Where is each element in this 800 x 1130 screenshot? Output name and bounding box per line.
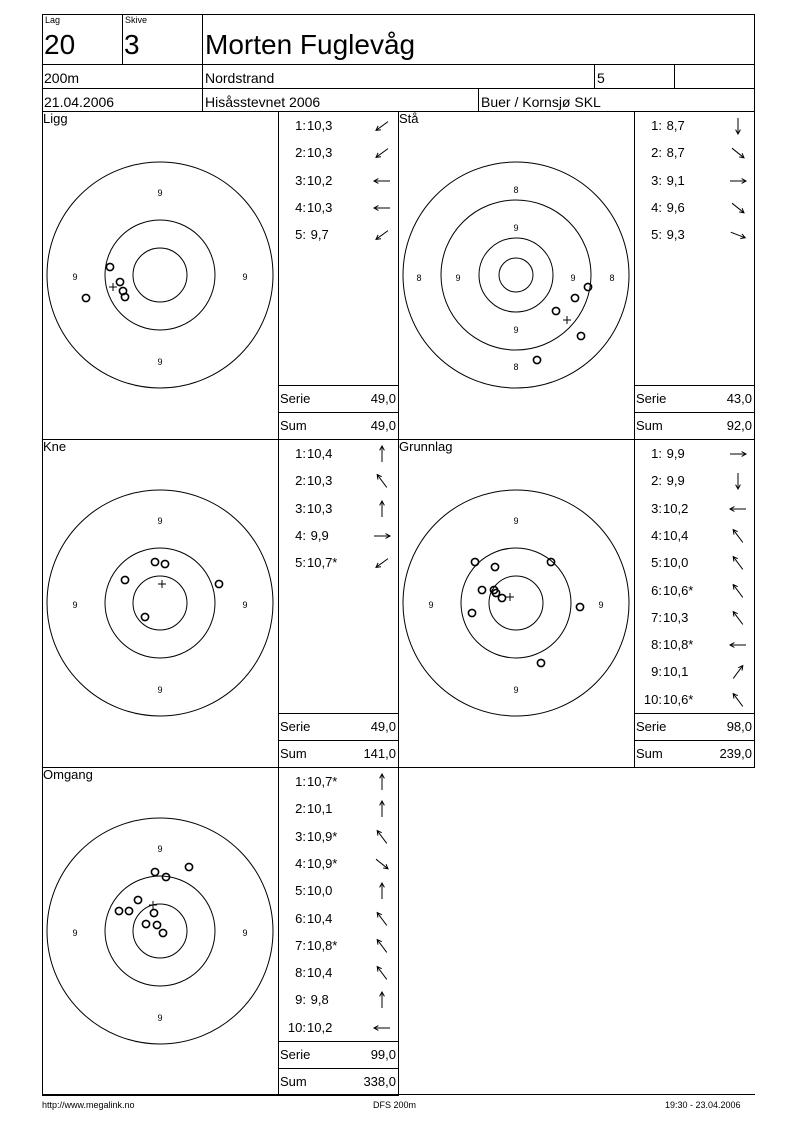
sum-value: 141,0 — [363, 746, 396, 761]
shot-row — [634, 638, 754, 654]
shot-number: 6: — [651, 582, 662, 598]
direction-up-left-icon — [371, 828, 393, 846]
shot-value: 8,7 — [663, 145, 685, 161]
direction-up-left-icon — [727, 527, 749, 545]
shot-hole — [576, 603, 583, 610]
shot-value: 10,8* — [307, 937, 338, 953]
shot-hole — [151, 558, 158, 565]
lag-label: Lag — [45, 15, 61, 25]
group-center-cross — [149, 901, 157, 909]
ring-label: 9 — [72, 272, 78, 282]
shot-row — [634, 146, 754, 162]
direction-up-icon — [371, 773, 393, 791]
direction-right-icon — [727, 445, 749, 463]
shot-row — [278, 119, 398, 135]
direction-up-left-icon — [371, 937, 393, 955]
ring-label: 9 — [570, 273, 576, 283]
serie-value: 99,0 — [370, 1047, 396, 1062]
shooter-name: Morten Fuglevåg — [205, 29, 416, 60]
sum-label: Sum — [280, 418, 307, 433]
shot-row — [278, 447, 398, 463]
group-center-cross — [563, 316, 571, 324]
shot-row — [278, 830, 398, 846]
sum-line — [278, 740, 398, 741]
shot-value: 10,3 — [307, 199, 333, 215]
klasse: 5 — [597, 70, 605, 86]
shot-row — [634, 529, 754, 545]
shot-value: 10,3 — [307, 500, 333, 516]
shot-row — [278, 912, 398, 928]
shot-value: 10,7* — [307, 774, 338, 789]
shot-hole — [471, 558, 478, 565]
shot-value: 10,3 — [307, 473, 333, 489]
header-line-2 — [42, 88, 755, 89]
direction-up-left-icon — [727, 691, 749, 709]
shot-number: 3: — [651, 172, 662, 188]
shot-number: 1: — [651, 118, 662, 133]
shot-value: 10,8* — [663, 637, 694, 653]
shot-row — [278, 201, 398, 217]
target-ring — [403, 162, 629, 388]
panel-right-line — [754, 111, 755, 439]
shot-row — [634, 665, 754, 681]
header-vline-lag — [122, 14, 123, 65]
shot-row — [278, 228, 398, 244]
club: Nordstrand — [205, 70, 275, 86]
shot-value: 9,9 — [663, 446, 685, 461]
shot-number: 2: — [651, 473, 662, 489]
shot-hole — [159, 929, 166, 936]
shot-hole — [142, 920, 149, 927]
shot-row — [278, 556, 398, 572]
target-ring — [479, 238, 553, 312]
sum-value: 239,0 — [719, 746, 752, 761]
shot-number: 7: — [295, 937, 306, 953]
shot-row — [634, 447, 754, 463]
serie-line — [278, 713, 398, 714]
shot-row — [278, 146, 398, 162]
shot-value: 10,1 — [307, 801, 333, 817]
panel-top-line — [42, 439, 398, 440]
ring-label: 9 — [513, 325, 519, 335]
serie-value: 98,0 — [726, 719, 752, 734]
header-vline-klasse2 — [674, 64, 675, 88]
serie-value: 49,0 — [370, 719, 396, 734]
target-ring — [133, 248, 187, 302]
direction-left-icon — [371, 172, 393, 190]
shot-hole — [533, 356, 540, 363]
shot-number: 4: — [651, 527, 662, 543]
shot-value: 10,2 — [307, 172, 333, 188]
direction-down-left-icon — [371, 117, 393, 135]
shot-number: 8: — [295, 965, 306, 981]
direction-left-icon — [727, 500, 749, 518]
direction-up-icon — [371, 445, 393, 463]
shot-value: 9,7 — [307, 227, 329, 243]
shot-row — [634, 228, 754, 244]
serie-label: Serie — [636, 719, 667, 734]
group-center-cross — [506, 593, 514, 601]
serie-label: Serie — [280, 391, 311, 406]
shot-row — [634, 502, 754, 518]
shot-row — [278, 1021, 398, 1037]
direction-down-left-icon — [371, 226, 393, 244]
direction-right-down-icon — [727, 226, 749, 244]
shot-hole — [150, 909, 157, 916]
panel-name-ligg: Ligg — [43, 111, 68, 126]
shot-number: 3: — [295, 172, 306, 188]
ring-label: 9 — [72, 928, 78, 938]
target-omgang — [40, 811, 280, 1051]
shot-number: 4: — [295, 527, 306, 543]
shot-hole — [491, 563, 498, 570]
shot-row — [278, 775, 398, 791]
shot-number: 5: — [295, 227, 306, 243]
shot-number: 7: — [651, 609, 662, 625]
shot-value: 8,7 — [663, 118, 685, 133]
direction-down-right-icon — [727, 144, 749, 162]
shot-number: 2: — [295, 145, 306, 161]
panel-right-line — [754, 439, 755, 767]
shot-number: 3: — [295, 500, 306, 516]
ring-label: 9 — [513, 516, 519, 526]
ring-label: 9 — [72, 600, 78, 610]
distance: 200m — [44, 70, 80, 86]
shot-value: 9,3 — [663, 227, 685, 243]
sum-value: 49,0 — [370, 418, 396, 433]
direction-up-left-icon — [727, 582, 749, 600]
ring-label: 8 — [513, 362, 519, 372]
ring-label: 9 — [242, 272, 248, 282]
shot-number: 2: — [295, 473, 306, 489]
serie-line — [634, 713, 754, 714]
ring-label: 9 — [157, 844, 163, 854]
shot-hole — [151, 868, 158, 875]
shot-value: 9,9 — [663, 473, 685, 489]
direction-up-icon — [371, 500, 393, 518]
serie-value: 43,0 — [726, 391, 752, 406]
panel-name-omgang: Omgang — [43, 767, 93, 782]
shot-row — [278, 939, 398, 955]
shot-value: 10,3 — [307, 118, 333, 133]
shot-value: 10,6* — [663, 582, 694, 598]
shot-row — [278, 857, 398, 873]
panel-name-kne: Kne — [43, 439, 67, 454]
direction-left-icon — [371, 199, 393, 217]
shot-value: 10,7* — [307, 555, 338, 571]
shot-number: 1: — [295, 774, 306, 789]
shot-value: 9,1 — [663, 172, 685, 188]
header-vline-location — [478, 88, 479, 112]
shot-row — [634, 119, 754, 135]
target-st — [396, 155, 636, 395]
shot-value: 10,4 — [663, 527, 689, 543]
target-ring — [105, 548, 215, 658]
footer-url[interactable]: http://www.megalink.no — [42, 1100, 135, 1110]
shot-value: 9,6 — [663, 199, 685, 215]
shot-value: 9,9 — [307, 527, 329, 543]
shot-hole — [125, 907, 132, 914]
direction-up-left-icon — [727, 554, 749, 572]
group-center-cross — [158, 580, 166, 588]
ring-label: 8 — [416, 273, 422, 283]
shot-row — [278, 993, 398, 1009]
shot-value: 10,4 — [307, 910, 333, 926]
sum-label: Sum — [280, 746, 307, 761]
shot-hole — [153, 921, 160, 928]
panel-bottom-line — [42, 1095, 399, 1096]
panel-top-line — [398, 111, 754, 112]
panel-top-line — [42, 111, 398, 112]
shot-hole — [115, 907, 122, 914]
ring-label: 9 — [157, 516, 163, 526]
sum-line — [278, 1068, 398, 1069]
shot-hole — [571, 294, 578, 301]
target-ring — [499, 258, 533, 292]
serie-label: Serie — [280, 719, 311, 734]
location: Buer / Kornsjø SKL — [481, 94, 601, 110]
date: 21.04.2006 — [44, 94, 115, 110]
shot-row — [634, 174, 754, 190]
skive-value: 3 — [124, 29, 140, 60]
shot-row — [278, 802, 398, 818]
shot-number: 5: — [651, 227, 662, 243]
shot-value: 10,2 — [307, 1019, 333, 1035]
ring-label: 9 — [157, 188, 163, 198]
shot-value: 10,3 — [663, 609, 689, 625]
shot-number: 1: — [295, 118, 306, 133]
shot-hole — [537, 659, 544, 666]
sum-value: 92,0 — [726, 418, 752, 433]
serie-line — [278, 1041, 398, 1042]
shot-hole — [185, 863, 192, 870]
sum-line — [634, 412, 754, 413]
target-ring — [105, 220, 215, 330]
panel-bottom-line — [398, 767, 755, 768]
ring-label: 9 — [598, 600, 604, 610]
direction-up-left-icon — [371, 964, 393, 982]
shot-hole — [498, 594, 505, 601]
shot-row — [278, 502, 398, 518]
serie-label: Serie — [280, 1047, 311, 1062]
shot-value: 10,4 — [307, 446, 333, 461]
shot-number: 10: — [287, 1019, 306, 1035]
lag-value: 20 — [44, 29, 76, 60]
ring-label: 8 — [609, 273, 615, 283]
shot-number: 2: — [295, 801, 306, 817]
shot-hole — [552, 307, 559, 314]
shot-number: 10: — [643, 691, 662, 707]
ring-label: 9 — [455, 273, 461, 283]
ring-label: 9 — [513, 223, 519, 233]
shot-row — [278, 474, 398, 490]
sum-line — [278, 412, 398, 413]
target-ligg — [40, 155, 280, 395]
ring-label: 9 — [157, 685, 163, 695]
shot-number: 4: — [651, 199, 662, 215]
ring-label: 9 — [513, 685, 519, 695]
ring-label: 9 — [157, 1013, 163, 1023]
border-top — [42, 14, 755, 15]
panel-top-line — [42, 767, 398, 768]
serie-value: 49,0 — [370, 391, 396, 406]
shot-row — [278, 966, 398, 982]
direction-right-icon — [371, 527, 393, 545]
target-kne — [40, 483, 280, 723]
shot-value: 10,2 — [663, 500, 689, 516]
shot-number: 3: — [295, 828, 306, 844]
shot-row — [278, 884, 398, 900]
direction-up-right-icon — [727, 663, 749, 681]
shot-hole — [106, 263, 113, 270]
shot-value: 10,6* — [663, 691, 694, 707]
ring-label: 9 — [242, 928, 248, 938]
shot-hole — [141, 613, 148, 620]
shot-value: 9,8 — [307, 992, 329, 1008]
direction-right-icon — [727, 172, 749, 190]
shot-hole — [547, 558, 554, 565]
shot-row — [634, 693, 754, 709]
shot-hole — [478, 586, 485, 593]
direction-down-icon — [727, 117, 749, 135]
direction-left-icon — [727, 636, 749, 654]
direction-down-right-icon — [371, 855, 393, 873]
shot-number: 1: — [295, 446, 306, 461]
direction-down-icon — [727, 472, 749, 490]
sum-label: Sum — [636, 746, 663, 761]
panel-name-st: Stå — [399, 111, 419, 126]
direction-down-left-icon — [371, 554, 393, 572]
header-vline-skive — [202, 14, 203, 112]
direction-up-left-icon — [727, 609, 749, 627]
ring-label: 9 — [428, 600, 434, 610]
shot-number: 5: — [295, 555, 306, 571]
shot-number: 8: — [651, 637, 662, 653]
shot-hole — [161, 560, 168, 567]
shot-value: 10,1 — [663, 664, 689, 680]
shot-row — [634, 474, 754, 490]
shot-hole — [468, 609, 475, 616]
sum-label: Sum — [636, 418, 663, 433]
shot-hole — [215, 580, 222, 587]
shot-number: 5: — [295, 883, 306, 899]
shot-number: 4: — [295, 855, 306, 871]
panel-right-line — [398, 767, 399, 1095]
sum-line — [634, 740, 754, 741]
target-ring — [489, 576, 543, 630]
panel-name-grunnlag: Grunnlag — [399, 439, 453, 454]
ring-label: 9 — [157, 357, 163, 367]
shot-value: 10,0 — [663, 555, 689, 571]
ring-label: 8 — [513, 185, 519, 195]
shot-number: 9: — [651, 664, 662, 680]
shot-row — [278, 529, 398, 545]
shot-hole — [82, 294, 89, 301]
serie-line — [278, 385, 398, 386]
skive-label: Skive — [125, 15, 148, 25]
shot-row — [634, 584, 754, 600]
direction-left-icon — [371, 1019, 393, 1037]
direction-up-left-icon — [371, 472, 393, 490]
direction-up-icon — [371, 991, 393, 1009]
shot-number: 6: — [295, 910, 306, 926]
event-name: Hisåsstevnet 2006 — [205, 94, 321, 110]
shot-value: 10,9* — [307, 828, 338, 844]
direction-up-icon — [371, 800, 393, 818]
shot-number: 4: — [295, 199, 306, 215]
serie-line — [634, 385, 754, 386]
sum-value: 338,0 — [363, 1074, 396, 1089]
shot-number: 5: — [651, 555, 662, 571]
shot-hole — [116, 278, 123, 285]
shot-hole — [577, 332, 584, 339]
target-grunnlag — [396, 483, 636, 723]
header-line-1 — [42, 64, 755, 65]
header-vline-klasse — [594, 64, 595, 88]
footer-program: DFS 200m — [373, 1100, 417, 1110]
shot-value: 10,0 — [307, 883, 333, 899]
direction-down-left-icon — [371, 144, 393, 162]
shot-row — [634, 556, 754, 572]
direction-up-icon — [371, 882, 393, 900]
footer-timestamp: 19:30 - 23.04.2006 — [665, 1100, 741, 1110]
direction-up-left-icon — [371, 910, 393, 928]
shot-value: 10,4 — [307, 965, 333, 981]
shot-value: 10,3 — [307, 145, 333, 161]
shot-value: 10,9* — [307, 855, 338, 871]
shot-number: 2: — [651, 145, 662, 161]
direction-down-right-icon — [727, 199, 749, 217]
sum-label: Sum — [280, 1074, 307, 1089]
ring-label: 9 — [242, 600, 248, 610]
shot-hole — [134, 896, 141, 903]
shot-number: 9: — [295, 992, 306, 1008]
serie-label: Serie — [636, 391, 667, 406]
shot-row — [634, 201, 754, 217]
shot-hole — [121, 576, 128, 583]
shot-number: 1: — [651, 446, 662, 461]
shot-row — [634, 611, 754, 627]
group-center-cross — [109, 283, 117, 291]
shot-number: 3: — [651, 500, 662, 516]
shot-row — [278, 174, 398, 190]
